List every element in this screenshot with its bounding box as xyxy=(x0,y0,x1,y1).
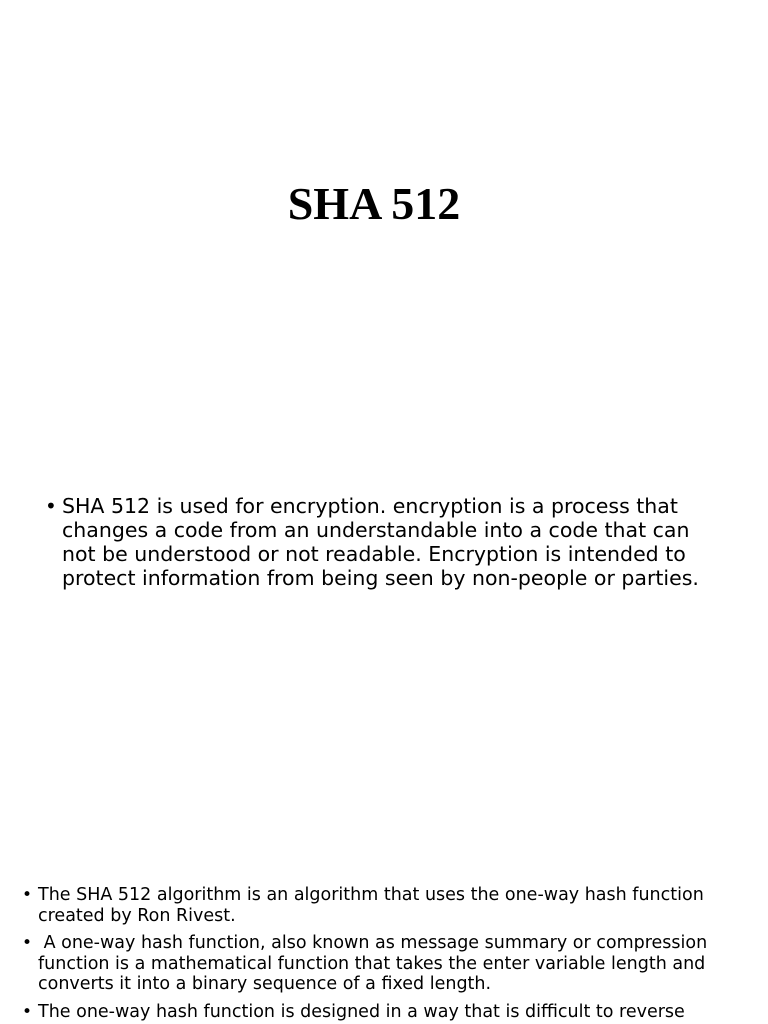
encryption-bullet-list xyxy=(62,494,712,590)
bullet-item: • A one-way hash function, also known as message summary or compression function is a mathematical function that takes the enter variable length and converts it into a binary sequence of a fixed length. xyxy=(38,933,758,995)
hash-function-bullet-list xyxy=(38,885,758,1024)
bullet-item: • SHA 512 is used for encryption. encryption is a process that changes a code from an understandable into a code that can not be understood or not readable. Encryption is intended to protect information from being seen by non-people or parties. xyxy=(62,494,712,590)
bullet-item: • The SHA 512 algorithm is an algorithm that uses the one-way hash function created by Ron Rivest. xyxy=(38,885,758,926)
bullet-item: • The one-way hash function is designed in a way that is difficult to reverse xyxy=(38,1002,758,1023)
slide-title: SHA 512 xyxy=(287,178,461,229)
